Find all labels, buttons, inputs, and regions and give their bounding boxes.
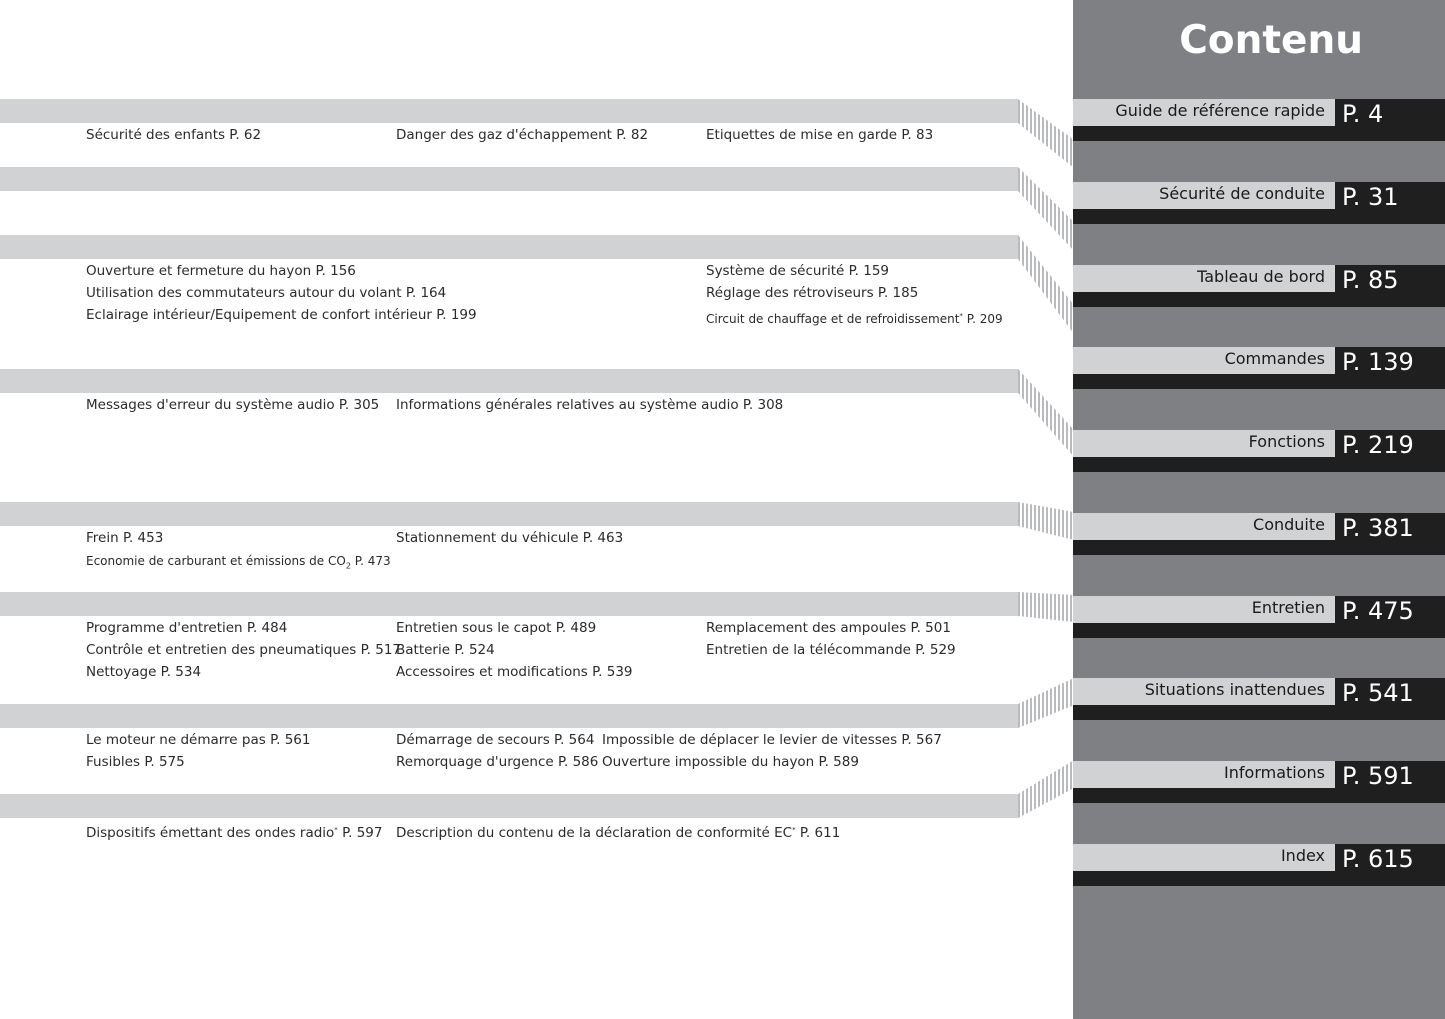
entry-fuel-economy[interactable] [86, 553, 391, 574]
chapter-page: P. 31 [1342, 183, 1399, 211]
chapter-label: Entretien [1073, 596, 1335, 623]
page-title: Contenu [1179, 18, 1363, 63]
chapter-page: P. 85 [1342, 266, 1399, 294]
entry-tailgate[interactable]: Ouverture et fermeture du hayon P. 156 [86, 263, 356, 279]
section-band-dashboard [0, 235, 1018, 259]
entry-mirrors[interactable]: Réglage des rétroviseurs P. 185 [706, 285, 919, 301]
chapter-label: Sécurité de conduite [1073, 182, 1335, 209]
section-band-features [0, 502, 1018, 526]
entry-bulbs[interactable]: Remplacement des ampoules P. 501 [706, 620, 951, 636]
connector-stripes [1018, 0, 1074, 1019]
entry-tyres[interactable]: Contrôle et entretien des pneumatiques P. 517 [86, 642, 401, 658]
entry-security-system[interactable]: Système de sécurité P. 159 [706, 263, 890, 279]
section-band-quick-guide [0, 99, 1018, 123]
section-band-controls [0, 369, 1018, 393]
chapter-page: P. 475 [1342, 597, 1414, 625]
subscript-2: 2 [345, 561, 351, 571]
entry-exhaust-danger[interactable]: Danger des gaz d'échappement P. 82 [396, 127, 649, 143]
entry-jump-start[interactable]: Démarrage de secours P. 564 [396, 732, 595, 748]
chapter-driving-safety[interactable] [1073, 182, 1445, 224]
chapter-features[interactable] [1073, 430, 1445, 472]
asterisk-mark: * [792, 826, 796, 834]
chapter-controls[interactable] [1073, 347, 1445, 389]
asterisk-mark: * [959, 312, 963, 320]
entry-radio-devices-label: Dispositifs émettant des ondes radio [86, 825, 335, 841]
entry-accessories[interactable]: Accessoires et modifications P. 539 [396, 664, 633, 680]
entry-fuel-economy-page: P. 473 [354, 554, 391, 568]
entry-warning-labels[interactable]: Etiquettes de mise en garde P. 83 [706, 127, 934, 143]
entry-interior-lighting[interactable]: Eclairage intérieur/Equipement de confort intérieur P. 199 [86, 307, 477, 323]
entry-radio-devices-page: P. 597 [342, 825, 383, 841]
section-band-driving [0, 592, 1018, 616]
chapter-label: Commandes [1073, 347, 1335, 374]
entry-fuel-economy-label: Economie de carburant et émissions de CO [86, 554, 346, 568]
entry-tailgate-fail[interactable]: Ouverture impossible du hayon P. 589 [602, 754, 859, 770]
asterisk-mark: * [334, 826, 338, 834]
chapter-page: P. 139 [1342, 348, 1414, 376]
entry-remote[interactable]: Entretien de la télécommande P. 529 [706, 642, 956, 658]
entry-radio-devices[interactable] [86, 822, 382, 841]
entry-ec-declaration-page: P. 611 [799, 825, 841, 841]
chapter-information[interactable] [1073, 761, 1445, 803]
chapter-label: Guide de référence rapide [1073, 99, 1335, 126]
chapter-label: Fonctions [1073, 430, 1335, 457]
chapter-label: Informations [1073, 761, 1335, 788]
entry-engine-no-start[interactable]: Le moteur ne démarre pas P. 561 [86, 732, 311, 748]
chapter-label: Tableau de bord [1073, 265, 1335, 292]
entry-climate-control-page: P. 209 [966, 312, 1003, 326]
entry-parking[interactable]: Stationnement du véhicule P. 463 [396, 530, 624, 546]
entry-climate-control-label: Circuit de chauffage et de refroidissement [706, 312, 960, 326]
entry-under-hood[interactable]: Entretien sous le capot P. 489 [396, 620, 597, 636]
section-band-maintenance [0, 704, 1018, 728]
entry-brake[interactable]: Frein P. 453 [86, 530, 164, 546]
chapter-page: P. 381 [1342, 514, 1414, 542]
entry-ec-declaration-label: Description du contenu de la déclaration de conformité EC [396, 825, 793, 841]
entry-climate-control[interactable] [706, 308, 1003, 327]
entry-fuses[interactable]: Fusibles P. 575 [86, 754, 185, 770]
chapter-dashboard[interactable] [1073, 265, 1445, 307]
entry-child-safety[interactable]: Sécurité des enfants P. 62 [86, 127, 262, 143]
section-band-unexpected [0, 794, 1018, 818]
chapter-index[interactable] [1073, 844, 1445, 886]
chapter-page: P. 219 [1342, 431, 1414, 459]
entry-cleaning[interactable]: Nettoyage P. 534 [86, 664, 202, 680]
entry-ec-declaration[interactable] [396, 822, 840, 841]
chapter-page: P. 615 [1342, 845, 1414, 873]
section-band-safety [0, 167, 1018, 191]
entry-maintenance-schedule[interactable]: Programme d'entretien P. 484 [86, 620, 288, 636]
entry-battery[interactable]: Batterie P. 524 [396, 642, 495, 658]
entry-shift-lever[interactable]: Impossible de déplacer le levier de vitesses P. 567 [602, 732, 942, 748]
chapter-page: P. 541 [1342, 679, 1414, 707]
chapter-page: P. 4 [1342, 100, 1384, 128]
entry-steering-switches[interactable]: Utilisation des commutateurs autour du volant P. 164 [86, 285, 447, 301]
chapter-label: Situations inattendues [1073, 678, 1335, 705]
chapter-maintenance[interactable] [1073, 596, 1445, 638]
entry-audio-errors[interactable]: Messages d'erreur du système audio P. 305 [86, 397, 380, 413]
entry-audio-info[interactable]: Informations générales relatives au système audio P. 308 [396, 397, 784, 413]
chapter-page: P. 591 [1342, 762, 1414, 790]
chapter-driving[interactable] [1073, 513, 1445, 555]
chapter-label: Index [1073, 844, 1335, 871]
entry-towing[interactable]: Remorquage d'urgence P. 586 [396, 754, 599, 770]
chapter-label: Conduite [1073, 513, 1335, 540]
chapter-unexpected[interactable] [1073, 678, 1445, 720]
chapter-quick-guide[interactable] [1073, 99, 1445, 141]
